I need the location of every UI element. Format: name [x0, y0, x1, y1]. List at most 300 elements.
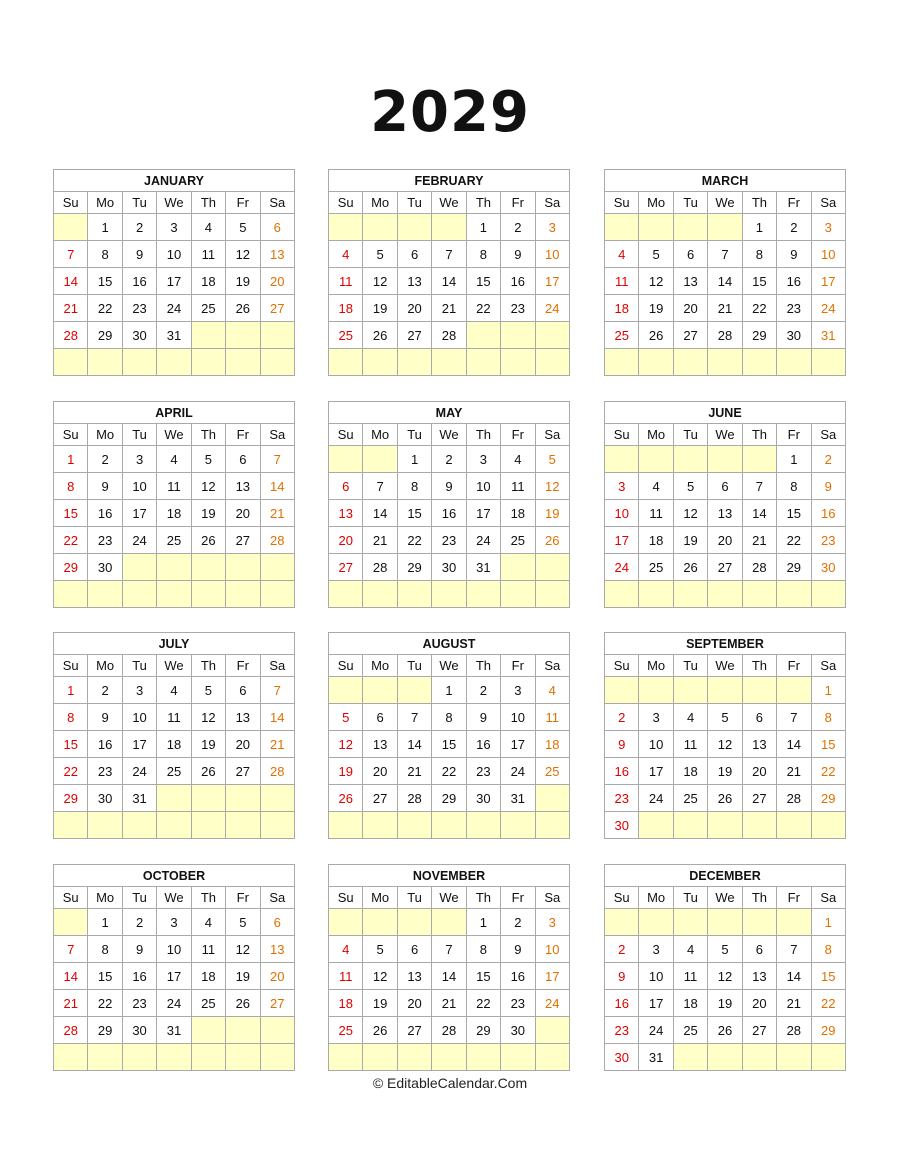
- day-cell: 5: [363, 936, 397, 963]
- month-name: SEPTEMBER: [605, 633, 846, 655]
- weekday-label: Sa: [811, 655, 845, 677]
- weekday-label: Th: [742, 655, 776, 677]
- day-cell: 21: [363, 527, 397, 554]
- day-cell: 26: [708, 785, 742, 812]
- day-cell: 12: [226, 241, 260, 268]
- empty-cell: [432, 214, 466, 241]
- day-cell: 4: [673, 704, 707, 731]
- day-cell: 18: [605, 295, 639, 322]
- empty-cell: [226, 554, 260, 581]
- day-cell: 14: [432, 963, 466, 990]
- day-cell: 8: [88, 936, 122, 963]
- day-cell: 19: [363, 295, 397, 322]
- weekday-label: Tu: [122, 192, 156, 214]
- empty-cell: [157, 785, 191, 812]
- day-cell: 24: [122, 758, 156, 785]
- empty-cell: [226, 1017, 260, 1044]
- empty-cell: [432, 581, 466, 608]
- empty-cell: [329, 349, 363, 376]
- day-cell: 21: [260, 731, 294, 758]
- empty-cell: [501, 1044, 535, 1071]
- day-cell: 17: [122, 731, 156, 758]
- empty-cell: [329, 214, 363, 241]
- day-cell: 28: [708, 322, 742, 349]
- day-cell: 21: [432, 990, 466, 1017]
- day-cell: 28: [260, 758, 294, 785]
- day-cell: 17: [639, 990, 673, 1017]
- month-january: [53, 169, 295, 376]
- month-july: [53, 632, 295, 839]
- day-cell: 1: [466, 214, 500, 241]
- day-cell: 30: [122, 322, 156, 349]
- day-cell: 6: [673, 241, 707, 268]
- day-cell: 7: [432, 936, 466, 963]
- day-cell: 21: [54, 295, 88, 322]
- month-september: [604, 632, 846, 839]
- day-cell: 20: [397, 295, 431, 322]
- day-cell: 7: [54, 936, 88, 963]
- day-cell: 12: [639, 268, 673, 295]
- day-cell: 25: [673, 1017, 707, 1044]
- month-name: FEBRUARY: [329, 170, 570, 192]
- day-cell: 18: [673, 990, 707, 1017]
- month-june: [604, 401, 846, 608]
- day-cell: 11: [157, 704, 191, 731]
- day-cell: 25: [191, 295, 225, 322]
- day-cell: 4: [673, 936, 707, 963]
- day-cell: 6: [260, 214, 294, 241]
- weekday-label: Tu: [673, 424, 707, 446]
- empty-cell: [673, 446, 707, 473]
- day-cell: 3: [639, 936, 673, 963]
- day-cell: 2: [122, 909, 156, 936]
- day-cell: 14: [363, 500, 397, 527]
- weekday-label: Fr: [226, 192, 260, 214]
- empty-cell: [639, 581, 673, 608]
- weekday-label: Sa: [535, 887, 569, 909]
- day-cell: 7: [54, 241, 88, 268]
- empty-cell: [260, 1044, 294, 1071]
- empty-cell: [363, 677, 397, 704]
- weekday-label: Su: [329, 887, 363, 909]
- day-cell: 11: [605, 268, 639, 295]
- day-cell: 10: [639, 963, 673, 990]
- month-name: JULY: [54, 633, 295, 655]
- day-cell: 25: [157, 758, 191, 785]
- day-cell: 6: [329, 473, 363, 500]
- empty-cell: [88, 1044, 122, 1071]
- day-cell: 20: [397, 990, 431, 1017]
- day-cell: 16: [122, 963, 156, 990]
- day-cell: 19: [191, 500, 225, 527]
- day-cell: 30: [777, 322, 811, 349]
- empty-cell: [157, 1044, 191, 1071]
- day-cell: 21: [708, 295, 742, 322]
- empty-cell: [708, 677, 742, 704]
- day-cell: 1: [88, 214, 122, 241]
- day-cell: 25: [639, 554, 673, 581]
- empty-cell: [88, 581, 122, 608]
- day-cell: 12: [708, 731, 742, 758]
- weekday-label: We: [432, 655, 466, 677]
- day-cell: 8: [397, 473, 431, 500]
- day-cell: 22: [397, 527, 431, 554]
- empty-cell: [777, 812, 811, 839]
- month-name: MARCH: [605, 170, 846, 192]
- day-cell: 15: [811, 731, 845, 758]
- empty-cell: [639, 446, 673, 473]
- weekday-label: We: [708, 424, 742, 446]
- empty-cell: [777, 909, 811, 936]
- day-cell: 26: [191, 527, 225, 554]
- empty-cell: [811, 581, 845, 608]
- day-cell: 28: [432, 322, 466, 349]
- day-cell: 10: [535, 241, 569, 268]
- day-cell: 25: [535, 758, 569, 785]
- weekday-label: Fr: [226, 424, 260, 446]
- empty-cell: [260, 785, 294, 812]
- empty-cell: [329, 446, 363, 473]
- day-cell: 16: [466, 731, 500, 758]
- day-cell: 6: [226, 677, 260, 704]
- empty-cell: [329, 909, 363, 936]
- day-cell: 13: [742, 963, 776, 990]
- day-cell: 14: [742, 500, 776, 527]
- weekday-label: Tu: [397, 655, 431, 677]
- day-cell: 4: [605, 241, 639, 268]
- day-cell: 30: [811, 554, 845, 581]
- day-cell: 1: [432, 677, 466, 704]
- weekday-label: Su: [329, 655, 363, 677]
- empty-cell: [501, 322, 535, 349]
- day-cell: 3: [811, 214, 845, 241]
- empty-cell: [605, 214, 639, 241]
- day-cell: 23: [122, 295, 156, 322]
- month-name: DECEMBER: [605, 865, 846, 887]
- day-cell: 9: [88, 473, 122, 500]
- weekday-label: Mo: [88, 655, 122, 677]
- weekday-label: Sa: [535, 655, 569, 677]
- empty-cell: [363, 909, 397, 936]
- day-cell: 1: [777, 446, 811, 473]
- day-cell: 28: [397, 785, 431, 812]
- day-cell: 26: [363, 1017, 397, 1044]
- day-cell: 31: [466, 554, 500, 581]
- day-cell: 13: [397, 963, 431, 990]
- weekday-label: We: [708, 887, 742, 909]
- day-cell: 13: [397, 268, 431, 295]
- day-cell: 22: [466, 295, 500, 322]
- day-cell: 13: [260, 241, 294, 268]
- day-cell: 30: [432, 554, 466, 581]
- day-cell: 15: [777, 500, 811, 527]
- day-cell: 31: [157, 1017, 191, 1044]
- day-cell: 4: [501, 446, 535, 473]
- day-cell: 23: [501, 295, 535, 322]
- month-february: [328, 169, 570, 376]
- day-cell: 2: [122, 214, 156, 241]
- day-cell: 12: [708, 963, 742, 990]
- empty-cell: [157, 812, 191, 839]
- day-cell: 6: [363, 704, 397, 731]
- day-cell: 2: [605, 704, 639, 731]
- weekday-label: Tu: [397, 887, 431, 909]
- day-cell: 1: [54, 677, 88, 704]
- weekday-label: Mo: [88, 424, 122, 446]
- empty-cell: [673, 812, 707, 839]
- day-cell: 27: [397, 322, 431, 349]
- weekday-label: Th: [466, 655, 500, 677]
- empty-cell: [501, 349, 535, 376]
- day-cell: 18: [157, 731, 191, 758]
- empty-cell: [777, 581, 811, 608]
- day-cell: 20: [260, 268, 294, 295]
- empty-cell: [466, 1044, 500, 1071]
- empty-cell: [397, 677, 431, 704]
- day-cell: 3: [605, 473, 639, 500]
- empty-cell: [673, 581, 707, 608]
- day-cell: 30: [501, 1017, 535, 1044]
- day-cell: 26: [226, 295, 260, 322]
- day-cell: 16: [777, 268, 811, 295]
- empty-cell: [639, 349, 673, 376]
- day-cell: 26: [191, 758, 225, 785]
- day-cell: 5: [535, 446, 569, 473]
- weekday-label: Tu: [673, 655, 707, 677]
- month-name: OCTOBER: [54, 865, 295, 887]
- weekday-label: Su: [54, 192, 88, 214]
- weekday-label: Su: [605, 655, 639, 677]
- day-cell: 20: [260, 963, 294, 990]
- weekday-label: Su: [54, 655, 88, 677]
- empty-cell: [535, 349, 569, 376]
- empty-cell: [639, 214, 673, 241]
- day-cell: 14: [777, 731, 811, 758]
- empty-cell: [501, 581, 535, 608]
- weekday-label: Th: [191, 655, 225, 677]
- day-cell: 18: [501, 500, 535, 527]
- weekday-label: We: [432, 424, 466, 446]
- day-cell: 4: [191, 214, 225, 241]
- empty-cell: [466, 812, 500, 839]
- empty-cell: [191, 1017, 225, 1044]
- day-cell: 15: [811, 963, 845, 990]
- day-cell: 8: [811, 936, 845, 963]
- empty-cell: [708, 446, 742, 473]
- empty-cell: [501, 554, 535, 581]
- day-cell: 29: [54, 785, 88, 812]
- day-cell: 15: [54, 731, 88, 758]
- day-cell: 25: [191, 990, 225, 1017]
- empty-cell: [708, 214, 742, 241]
- empty-cell: [777, 677, 811, 704]
- empty-cell: [226, 1044, 260, 1071]
- empty-cell: [54, 581, 88, 608]
- day-cell: 23: [811, 527, 845, 554]
- day-cell: 21: [742, 527, 776, 554]
- empty-cell: [363, 812, 397, 839]
- weekday-label: Sa: [260, 655, 294, 677]
- empty-cell: [432, 349, 466, 376]
- day-cell: 2: [501, 214, 535, 241]
- day-cell: 12: [226, 936, 260, 963]
- day-cell: 24: [157, 295, 191, 322]
- month-march: [604, 169, 846, 376]
- day-cell: 7: [708, 241, 742, 268]
- day-cell: 27: [742, 1017, 776, 1044]
- empty-cell: [535, 1044, 569, 1071]
- weekday-label: Tu: [122, 424, 156, 446]
- weekday-label: We: [708, 655, 742, 677]
- empty-cell: [88, 812, 122, 839]
- empty-cell: [397, 1044, 431, 1071]
- day-cell: 11: [673, 963, 707, 990]
- weekday-label: Mo: [88, 192, 122, 214]
- day-cell: 3: [157, 909, 191, 936]
- day-cell: 27: [708, 554, 742, 581]
- weekday-label: Th: [742, 192, 776, 214]
- day-cell: 20: [329, 527, 363, 554]
- day-cell: 17: [535, 963, 569, 990]
- day-cell: 13: [226, 704, 260, 731]
- day-cell: 18: [673, 758, 707, 785]
- day-cell: 20: [363, 758, 397, 785]
- day-cell: 10: [122, 473, 156, 500]
- day-cell: 12: [673, 500, 707, 527]
- day-cell: 4: [535, 677, 569, 704]
- weekday-label: Su: [605, 192, 639, 214]
- weekday-label: Mo: [639, 655, 673, 677]
- day-cell: 6: [226, 446, 260, 473]
- day-cell: 12: [191, 473, 225, 500]
- empty-cell: [191, 554, 225, 581]
- weekday-label: Su: [54, 887, 88, 909]
- day-cell: 27: [742, 785, 776, 812]
- month-name: NOVEMBER: [329, 865, 570, 887]
- day-cell: 22: [811, 990, 845, 1017]
- empty-cell: [363, 446, 397, 473]
- day-cell: 17: [466, 500, 500, 527]
- day-cell: 2: [88, 446, 122, 473]
- day-cell: 24: [157, 990, 191, 1017]
- empty-cell: [742, 446, 776, 473]
- day-cell: 24: [639, 785, 673, 812]
- empty-cell: [811, 1044, 845, 1071]
- empty-cell: [605, 349, 639, 376]
- day-cell: 20: [742, 990, 776, 1017]
- empty-cell: [639, 812, 673, 839]
- empty-cell: [708, 349, 742, 376]
- day-cell: 19: [191, 731, 225, 758]
- weekday-label: Fr: [226, 887, 260, 909]
- day-cell: 26: [226, 990, 260, 1017]
- weekday-label: Sa: [535, 192, 569, 214]
- day-cell: 29: [88, 322, 122, 349]
- day-cell: 4: [329, 241, 363, 268]
- day-cell: 12: [329, 731, 363, 758]
- day-cell: 26: [329, 785, 363, 812]
- day-cell: 13: [673, 268, 707, 295]
- empty-cell: [122, 581, 156, 608]
- day-cell: 14: [260, 473, 294, 500]
- day-cell: 17: [157, 268, 191, 295]
- month-name: APRIL: [54, 402, 295, 424]
- day-cell: 3: [157, 214, 191, 241]
- day-cell: 2: [501, 909, 535, 936]
- day-cell: 7: [742, 473, 776, 500]
- weekday-label: Sa: [260, 887, 294, 909]
- empty-cell: [88, 349, 122, 376]
- empty-cell: [605, 581, 639, 608]
- empty-cell: [54, 214, 88, 241]
- empty-cell: [742, 581, 776, 608]
- day-cell: 23: [501, 990, 535, 1017]
- day-cell: 18: [535, 731, 569, 758]
- year-title: 2029: [370, 80, 530, 145]
- day-cell: 19: [708, 758, 742, 785]
- weekday-label: Th: [742, 887, 776, 909]
- day-cell: 30: [88, 554, 122, 581]
- day-cell: 18: [191, 963, 225, 990]
- day-cell: 19: [363, 990, 397, 1017]
- empty-cell: [329, 581, 363, 608]
- day-cell: 16: [501, 963, 535, 990]
- empty-cell: [226, 785, 260, 812]
- day-cell: 12: [363, 963, 397, 990]
- day-cell: 9: [777, 241, 811, 268]
- weekday-label: Sa: [811, 192, 845, 214]
- day-cell: 7: [363, 473, 397, 500]
- empty-cell: [329, 812, 363, 839]
- empty-cell: [708, 581, 742, 608]
- empty-cell: [811, 349, 845, 376]
- day-cell: 1: [811, 677, 845, 704]
- day-cell: 2: [432, 446, 466, 473]
- weekday-label: Su: [54, 424, 88, 446]
- empty-cell: [432, 909, 466, 936]
- day-cell: 9: [605, 731, 639, 758]
- day-cell: 24: [501, 758, 535, 785]
- weekday-label: We: [157, 192, 191, 214]
- weekday-label: Mo: [88, 887, 122, 909]
- day-cell: 10: [811, 241, 845, 268]
- day-cell: 10: [466, 473, 500, 500]
- day-cell: 6: [260, 909, 294, 936]
- day-cell: 22: [88, 990, 122, 1017]
- day-cell: 25: [329, 322, 363, 349]
- weekday-label: Mo: [639, 424, 673, 446]
- day-cell: 15: [397, 500, 431, 527]
- day-cell: 9: [501, 936, 535, 963]
- day-cell: 7: [260, 446, 294, 473]
- day-cell: 15: [88, 268, 122, 295]
- day-cell: 22: [432, 758, 466, 785]
- day-cell: 15: [466, 963, 500, 990]
- day-cell: 17: [811, 268, 845, 295]
- day-cell: 3: [122, 677, 156, 704]
- day-cell: 6: [397, 936, 431, 963]
- day-cell: 27: [260, 295, 294, 322]
- empty-cell: [191, 581, 225, 608]
- day-cell: 7: [777, 704, 811, 731]
- day-cell: 13: [742, 731, 776, 758]
- day-cell: 3: [535, 214, 569, 241]
- month-august: [328, 632, 570, 839]
- day-cell: 28: [363, 554, 397, 581]
- day-cell: 11: [329, 963, 363, 990]
- empty-cell: [122, 1044, 156, 1071]
- day-cell: 24: [811, 295, 845, 322]
